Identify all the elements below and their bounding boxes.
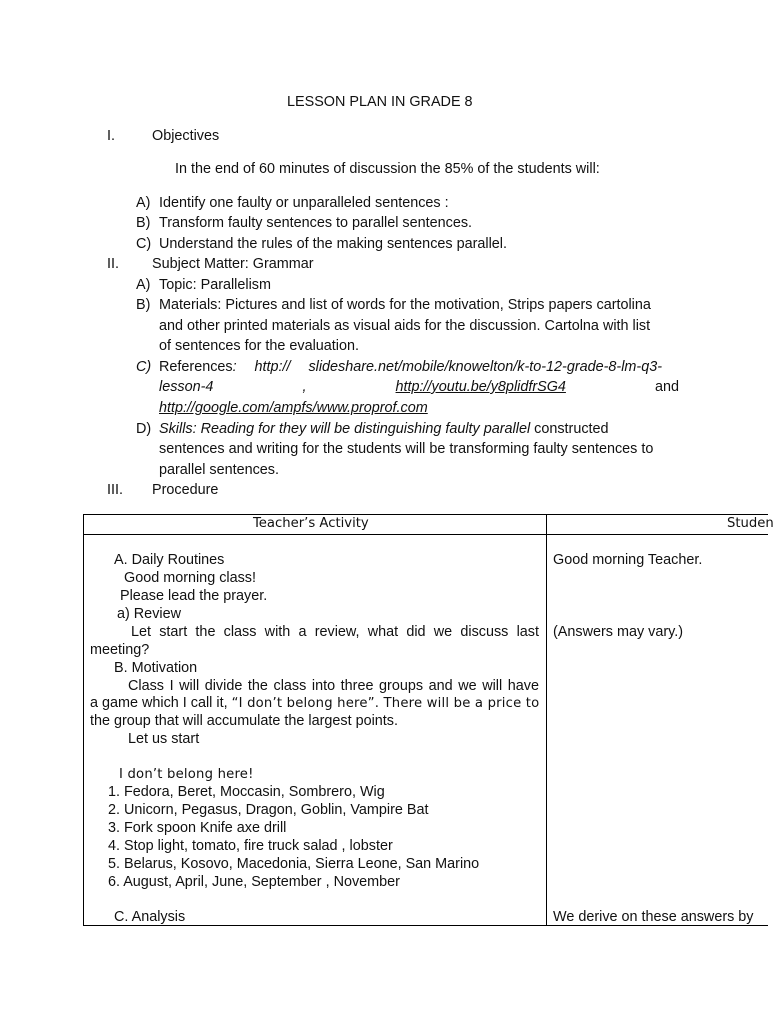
- review-line-2: meeting?: [90, 642, 150, 658]
- references-url-1[interactable]: : http:// slideshare.net/mobile/knowelton/k-to-12-grade-8-lm-q3-: [232, 359, 662, 375]
- references-label: References: [159, 359, 233, 375]
- objective-b: Transform faulty sentences to parallel sentences.: [159, 215, 473, 231]
- objective-letter-b: B): [136, 215, 151, 231]
- section-heading-objectives: Objectives: [152, 128, 220, 144]
- section-heading-subject-matter: Subject Matter: Grammar: [152, 256, 314, 272]
- review-line-1: Let start the class with a review, what did we discuss last: [131, 624, 539, 640]
- references-comma: ,: [302, 379, 307, 395]
- references-line-2: [159, 378, 679, 396]
- game-title: I don’t belong here!: [119, 767, 254, 782]
- objective-c: Understand the rules of the making sentences parallel.: [159, 236, 507, 252]
- analysis-heading: C. Analysis: [114, 909, 186, 925]
- page-title: LESSON PLAN IN GRADE 8: [287, 94, 473, 110]
- objective-letter-a: A): [136, 195, 151, 211]
- table-header-student: Studen: [727, 516, 774, 531]
- daily-routines-heading: A. Daily Routines: [114, 552, 225, 568]
- references-and: and: [654, 379, 679, 395]
- game-item-6: 6. August, April, June, September , November: [108, 874, 400, 890]
- good-morning-class: Good morning class!: [124, 570, 256, 586]
- game-item-1: 1. Fedora, Beret, Moccasin, Sombrero, Wig: [108, 784, 385, 800]
- topic-letter: A): [136, 277, 151, 293]
- student-greeting: Good morning Teacher.: [553, 552, 703, 568]
- section-heading-procedure: Procedure: [152, 482, 219, 498]
- motivation-line-3: the group that will accumulate the largest points.: [90, 713, 398, 729]
- skills-line-3: parallel sentences.: [159, 462, 279, 478]
- motivation-line-2: [90, 694, 539, 713]
- game-item-3: 3. Fork spoon Knife axe drill: [108, 820, 287, 836]
- lead-prayer: Please lead the prayer.: [120, 588, 268, 604]
- skills-line-1: [159, 420, 679, 438]
- materials-line-2: and other printed materials as visual aids for the discussion. Cartolna with list: [159, 318, 651, 334]
- skills-line-2: sentences and writing for the students will be transforming faulty sentences to: [159, 441, 654, 457]
- table-header-divider: [83, 534, 768, 535]
- skills-rest: constructed: [530, 421, 609, 437]
- table-column-divider: [546, 514, 547, 926]
- references-youtube-link[interactable]: http://youtu.be/y8plidfrSG4: [395, 379, 566, 395]
- motivation-heading: B. Motivation: [114, 660, 198, 676]
- section-number-objectives: I.: [107, 128, 115, 144]
- motivation-line-2b: “I don’t belong here”. There will be a price to: [231, 696, 540, 711]
- game-item-2: 2. Unicorn, Pegasus, Dragon, Goblin, Vampire Bat: [108, 802, 429, 818]
- student-answers: (Answers may vary.): [553, 624, 684, 640]
- section-number-procedure: III.: [107, 482, 123, 498]
- game-item-5: 5. Belarus, Kosovo, Macedonia, Sierra Leone, San Marino: [108, 856, 480, 872]
- references-google-link[interactable]: http://google.com/ampfs/www.proprof.com: [159, 400, 428, 416]
- skills-italic: Skills: Reading for they will be distinguishing faulty parallel: [159, 421, 531, 437]
- objective-letter-c: C): [136, 236, 152, 252]
- references-line-1: [159, 358, 662, 376]
- review-heading: a) Review: [117, 606, 181, 622]
- table-header-teacher: Teacher’s Activity: [253, 516, 369, 531]
- objectives-intro: In the end of 60 minutes of discussion the 85% of the students will:: [175, 161, 600, 177]
- student-derive: We derive on these answers by: [553, 909, 754, 925]
- motivation-line-2a: a game which I call it,: [90, 695, 232, 711]
- objective-a: Identify one faulty or unparalleled sentences :: [159, 195, 449, 211]
- game-item-4: 4. Stop light, tomato, fire truck salad , lobster: [108, 838, 393, 854]
- motivation-line-1: Class I will divide the class into three groups and we will have: [128, 678, 539, 694]
- motivation-line-4: Let us start: [128, 731, 200, 747]
- references-url-1-cont[interactable]: lesson-4: [159, 379, 214, 395]
- materials-letter: B): [136, 297, 151, 313]
- materials-line-1: Materials: Pictures and list of words for the motivation, Strips papers cartolina: [159, 297, 651, 313]
- table-border-top: [83, 514, 768, 515]
- skills-letter: D): [136, 421, 152, 437]
- references-letter: C): [136, 359, 152, 375]
- section-number-subject-matter: II.: [107, 256, 119, 272]
- table-border-left: [83, 514, 84, 926]
- topic-text: Topic: Parallelism: [159, 277, 271, 293]
- materials-line-3: of sentences for the evaluation.: [159, 338, 360, 354]
